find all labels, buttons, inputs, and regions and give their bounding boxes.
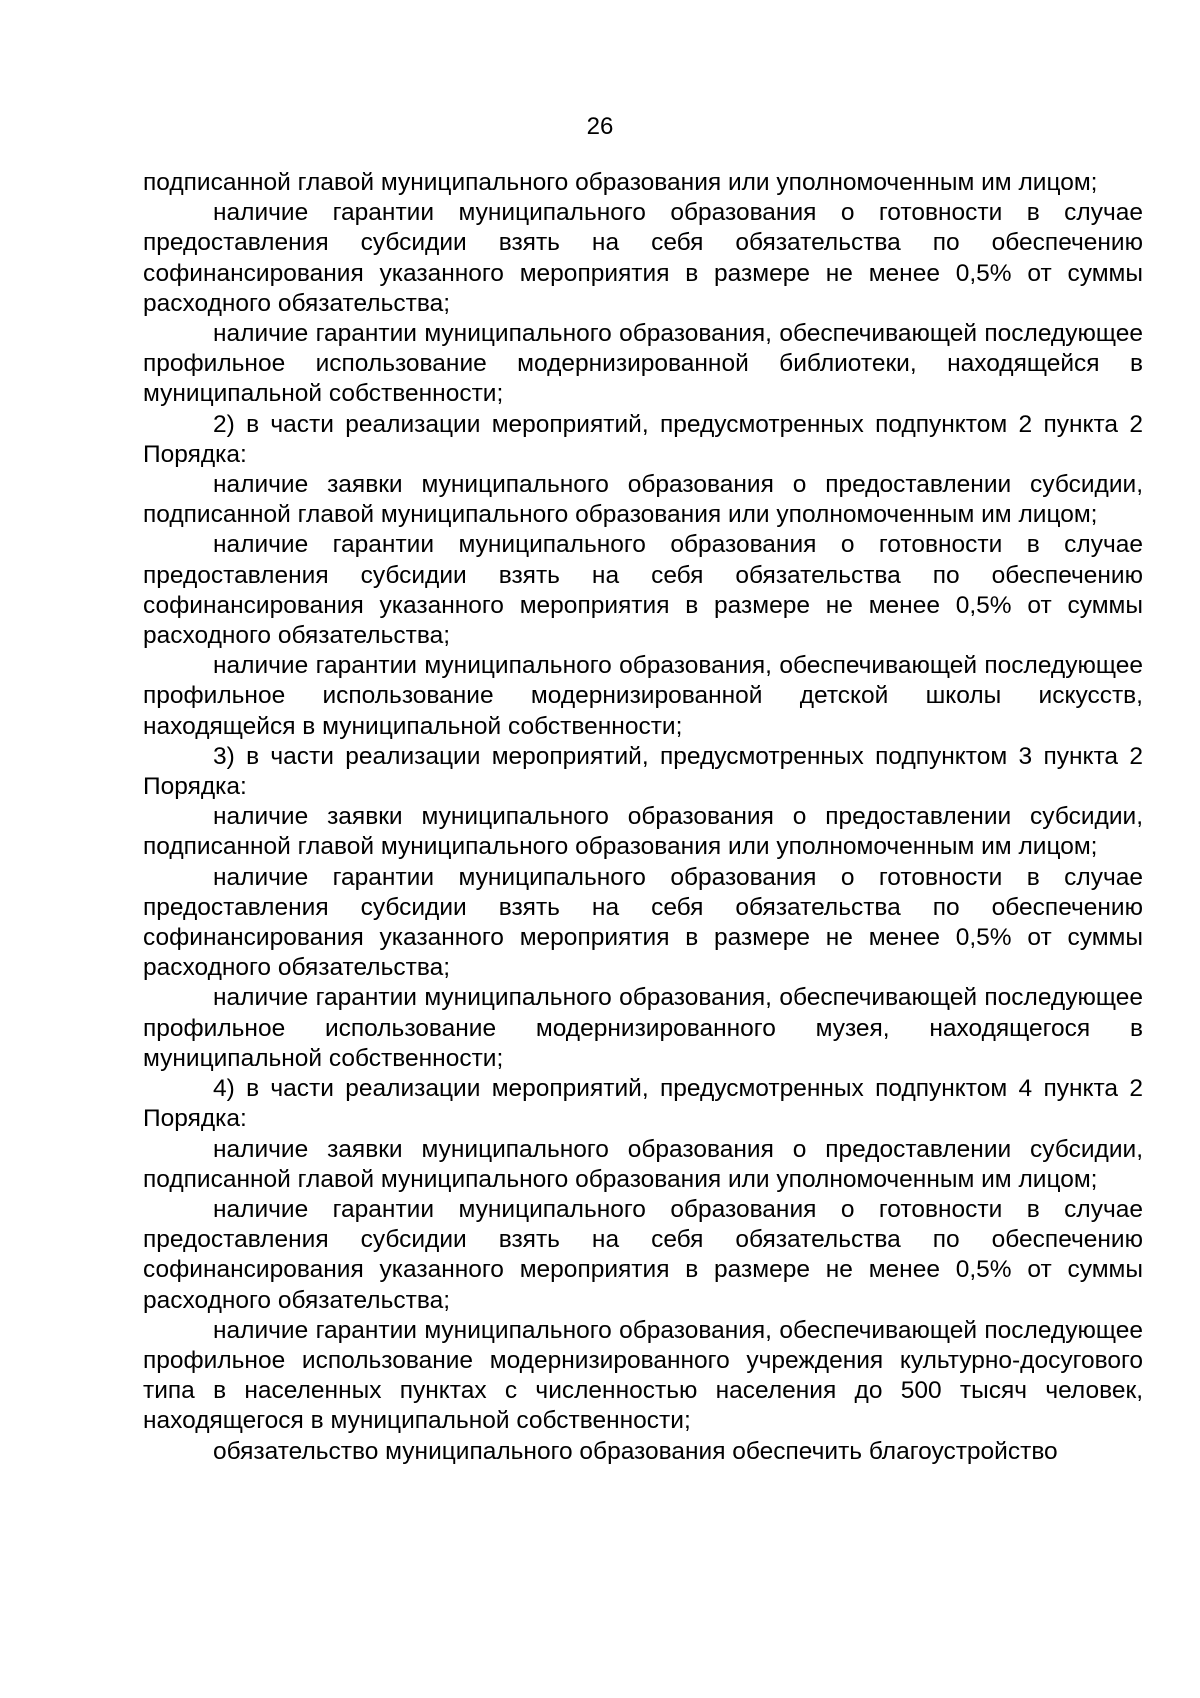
list-item-3: 3) в части реализации мероприятий, предусмотренных подпунктом 3 пункта 2 Порядка: [143,742,1143,801]
paragraph: наличие заявки муниципального образования о предоставлении субсидии, подписанной главой муниципального образования или уполномоченным им лицом; [143,1135,1143,1193]
paragraph-continuation: подписанной главой муниципального образования или уполномоченным им лицом; [143,169,1098,196]
paragraph: наличие гарантии муниципального образования о готовности в случае предоставления субсидии взять на себя обязательства по обеспечению софинансирования указанного мероприятия в размере не менее 0,5% от суммы расходного обязательства; [143,199,1143,317]
paragraph: наличие гарантии муниципального образования о готовности в случае предоставления субсидии взять на себя обязательства по обеспечению софинансирования указанного мероприятия в размере не менее 0,5% от суммы расходного обязательства; [143,531,1143,650]
list-item-4: 4) в части реализации мероприятий, предусмотренных подпунктом 4 пункта 2 Порядка: [143,1075,1143,1133]
list-item-2: 2) в части реализации мероприятий, предусмотренных подпунктом 2 пункта 2 Порядка: [143,410,1143,468]
paragraph: наличие заявки муниципального образования о предоставлении субсидии, подписанной главой муниципального образования или уполномоченным им лицом; [143,471,1143,529]
paragraph: наличие гарантии муниципального образования о готовности в случае предоставления субсидии взять на себя обязательства по обеспечению софинансирования указанного мероприятия в размере не менее 0,5% от суммы расходного обязательства; [143,863,1143,982]
paragraph: наличие гарантии муниципального образования, обеспечивающей последующее профильное использование модернизированного учреждения культурно-досугового типа в населенных пунктах с численностью населения до 500 тысяч человек, находящегося в муниципальной собственности; [143,1316,1143,1435]
page-number: 26 [586,113,614,140]
paragraph: наличие гарантии муниципального образования о готовности в случае предоставления субсидии взять на себя обязательства по обеспечению софинансирования указанного мероприятия в размере не менее 0,5% от суммы расходного обязательства; [143,1195,1143,1314]
paragraph-truncated: обязательство муниципального образования обеспечить благоустройство [213,1437,1058,1465]
document-body [143,168,1143,1467]
paragraph: наличие гарантии муниципального образования, обеспечивающей последующее профильное использование модернизированной детской школы искусств, находящейся в муниципальной собственности; [143,652,1143,740]
paragraph: наличие гарантии муниципального образования, обеспечивающей последующее профильное использование модернизированной библиотеки, находящейся в муниципальной собственности; [143,320,1143,408]
paragraph: наличие гарантии муниципального образования, обеспечивающей последующее профильное использование модернизированного музея, находящегося в муниципальной собственности; [143,984,1143,1072]
paragraph: наличие заявки муниципального образования о предоставлении субсидии, подписанной главой муниципального образования или уполномоченным им лицом; [143,803,1143,861]
